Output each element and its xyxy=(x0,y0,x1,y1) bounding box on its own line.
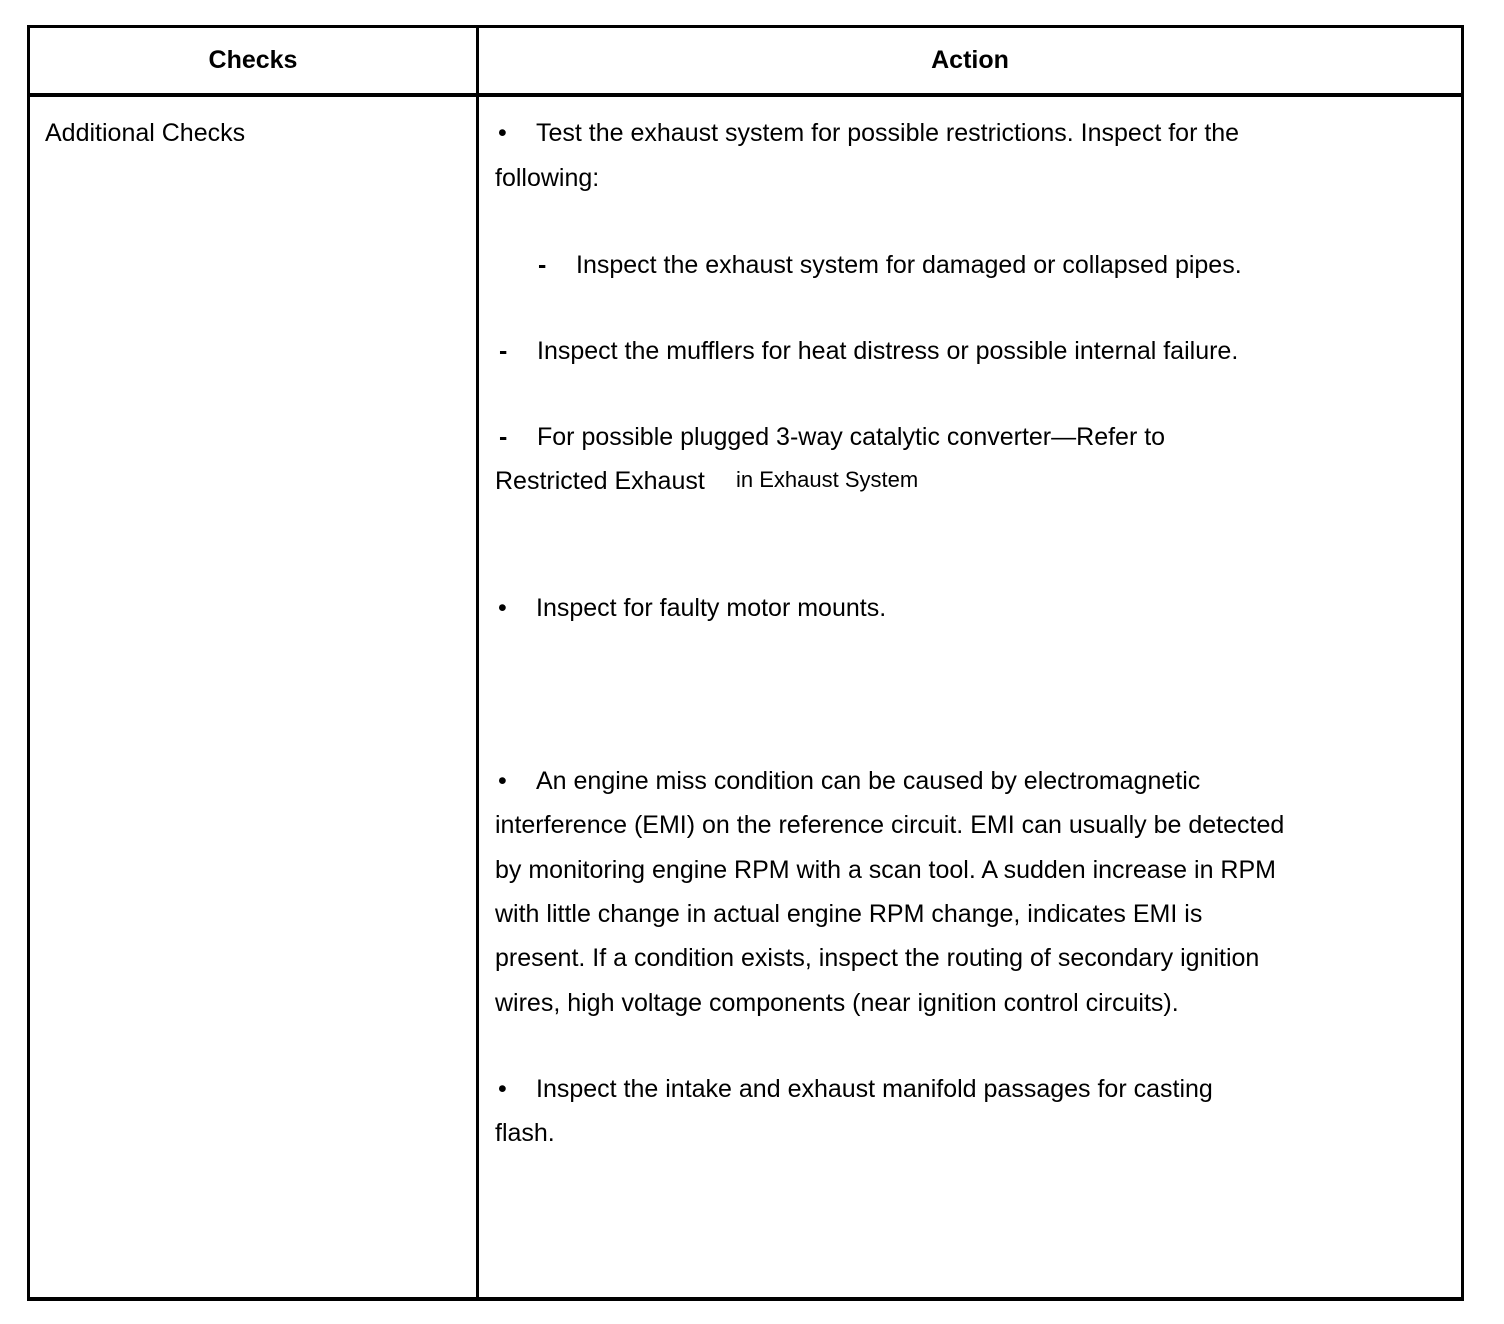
dash-marker: - xyxy=(499,423,508,451)
action-line: Inspect the intake and exhaust manifold passages for casting xyxy=(536,1075,1213,1103)
column-divider xyxy=(476,25,479,1301)
action-line: An engine miss condition can be caused by electromagnetic xyxy=(536,767,1201,795)
action-line: with little change in actual engine RPM change, indicates EMI is xyxy=(495,900,1203,928)
check-cell: Additional Checks xyxy=(45,119,246,147)
dash-marker: - xyxy=(499,337,508,365)
action-line: flash. xyxy=(495,1119,555,1147)
table-border-top xyxy=(27,25,1464,28)
action-line: Test the exhaust system for possible restrictions. Inspect for the xyxy=(536,119,1240,147)
table-border-left xyxy=(27,25,30,1301)
bullet-marker: • xyxy=(498,767,507,795)
bullet-marker: • xyxy=(498,1075,507,1103)
action-line: interference (EMI) on the reference circuit. EMI can usually be detected xyxy=(495,811,1285,839)
bullet-marker: • xyxy=(498,119,507,147)
action-line: Inspect for faulty motor mounts. xyxy=(536,594,887,622)
action-line: following: xyxy=(495,164,600,192)
header-checks: Checks xyxy=(208,46,298,74)
action-line: wires, high voltage components (near ignition control circuits). xyxy=(495,989,1179,1017)
restricted-exhaust-link[interactable]: Restricted Exhaust xyxy=(495,467,705,495)
action-line-suffix: in Exhaust System xyxy=(736,467,919,492)
action-line: present. If a condition exists, inspect the routing of secondary ignition xyxy=(495,944,1260,972)
action-line: Inspect the mufflers for heat distress or possible internal failure. xyxy=(537,337,1239,365)
action-line: Inspect the exhaust system for damaged or collapsed pipes. xyxy=(576,251,1242,279)
dash-marker: - xyxy=(538,251,547,279)
bullet-marker: • xyxy=(498,594,507,622)
table-border-bottom xyxy=(27,1297,1464,1301)
table-border-right xyxy=(1461,25,1464,1301)
header-action: Action xyxy=(931,46,1009,74)
action-line: For possible plugged 3-way catalytic converter—Refer to xyxy=(537,423,1166,451)
header-divider xyxy=(27,93,1464,97)
action-line: by monitoring engine RPM with a scan tool. A sudden increase in RPM xyxy=(495,856,1276,884)
